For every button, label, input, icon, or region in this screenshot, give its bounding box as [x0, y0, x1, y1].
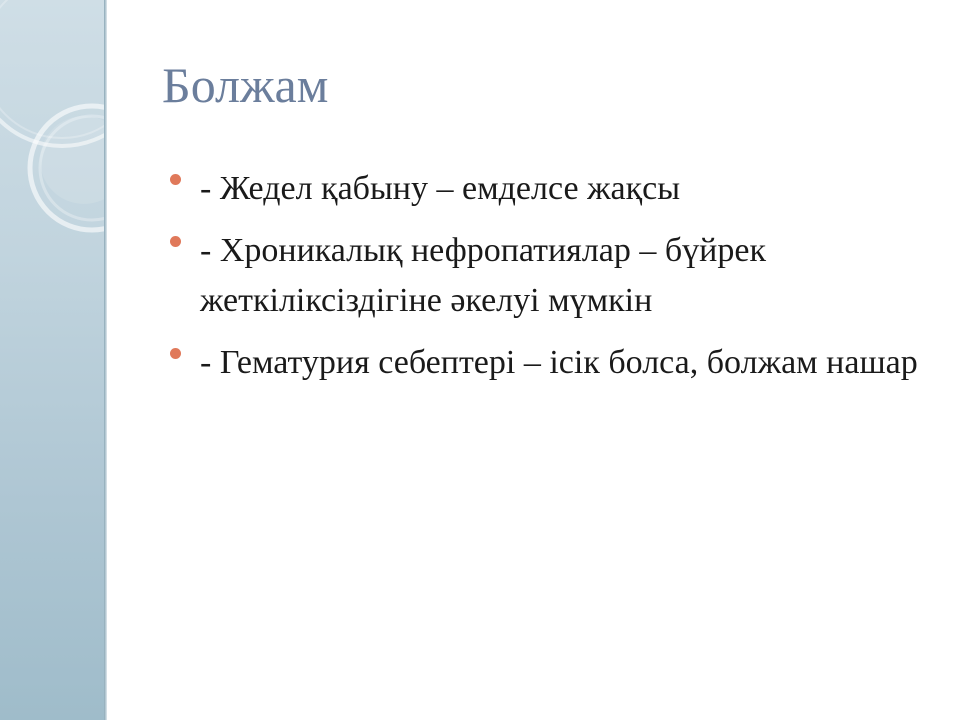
round-bullet-icon — [170, 174, 181, 185]
bullet-text: - Гематурия себептері – ісік болса, болжам нашар — [200, 344, 918, 381]
bullet-item — [170, 226, 930, 326]
bullet-item — [170, 338, 930, 388]
side-panel-divider — [104, 0, 107, 720]
bullet-item — [170, 164, 930, 214]
round-bullet-icon — [170, 236, 181, 247]
slide-title: Болжам — [162, 57, 329, 113]
bullet-list — [170, 164, 930, 400]
bullet-text: - Жедел қабыну – емделсе жақсы — [200, 170, 681, 207]
decorative-side-panel — [0, 0, 104, 720]
bullet-text: - Хроникалық нефропатиялар – бүйрек жеткіліксіздігіне әкелуі мүмкін — [200, 232, 766, 319]
circles-decoration-icon — [0, 0, 104, 720]
round-bullet-icon — [170, 348, 181, 359]
